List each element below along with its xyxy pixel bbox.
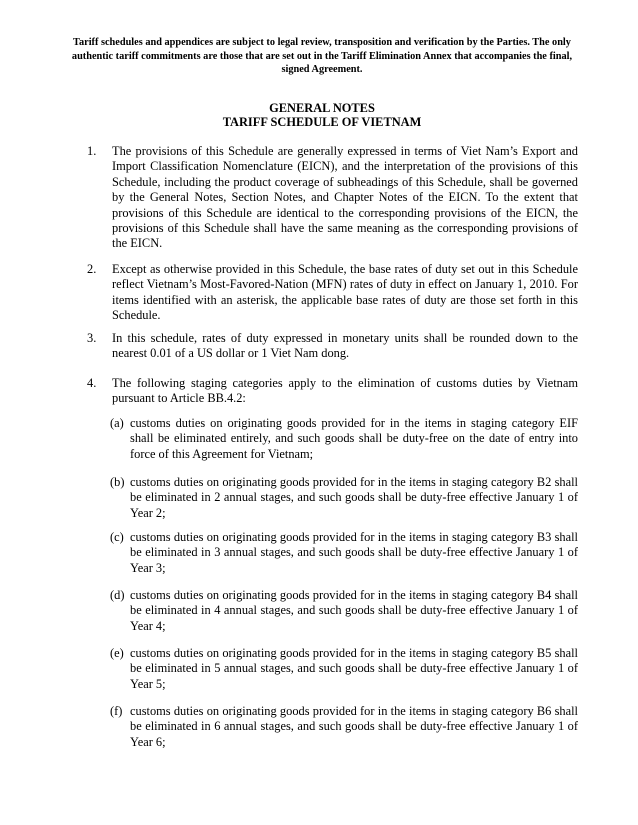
subitem-label: (f) <box>110 704 123 718</box>
note-text: The following staging categories apply to the elimination of customs duties by Vietnam pursuant to Article BB.4.2: <box>112 376 578 406</box>
subitem-text: customs duties on originating goods provided for in the items in staging category B6 shall be eliminated in 6 annual stages, and such goods shall be duty-free effective January 1 of Year 6; <box>130 704 578 749</box>
subitem-text: customs duties on originating goods provided for in the items in staging category B2 shall be eliminated in 2 annual stages, and such goods shall be duty-free effective January 1 of Year 2; <box>130 475 578 520</box>
general-note-4 <box>87 376 578 407</box>
general-note-2 <box>87 262 578 324</box>
note-text: The provisions of this Schedule are generally expressed in terms of Viet Nam’s Export and Import Classification Nomenclature (EICN), and the interpretation of the provisions of this Schedule, including the product coverage of subheadings of this Schedule, shall be governed by the General Notes, Section Notes, and Chapter Notes of the EICN. To the extent that provisions of this Schedule are identical to the corresponding provisions of the EICN, the provisions of this Schedule shall have the same meaning as the corresponding provisions of the EICN. <box>112 144 578 251</box>
note-number: 3. <box>87 331 97 345</box>
general-note-1 <box>87 144 578 252</box>
subitem-text: customs duties on originating goods provided for in the items in staging category EIF shall be eliminated entirely, and such goods shall be duty-free on the date of entry into force of this Agreement for Vietnam; <box>130 416 578 461</box>
disclaimer-notice: Tariff schedules and appendices are subject to legal review, transposition and verification by the Parties. The only authentic tariff commitments are those that are set out in the Tariff Elimination Annex that accompanies the final, signed Agreement. <box>71 37 573 75</box>
title-tariff-schedule: TARIFF SCHEDULE OF VIETNAM <box>222 115 422 129</box>
staging-category-c <box>110 530 578 576</box>
subitem-label: (a) <box>110 416 124 430</box>
staging-category-d <box>110 588 578 634</box>
subitem-text: customs duties on originating goods provided for in the items in staging category B5 shall be eliminated in 5 annual stages, and such goods shall be duty-free effective January 1 of Year 5; <box>130 646 578 691</box>
staging-category-e <box>110 646 578 692</box>
subitem-label: (d) <box>110 588 125 602</box>
subitem-text: customs duties on originating goods provided for in the items in staging category B4 shall be eliminated in 4 annual stages, and such goods shall be duty-free effective January 1 of Year 4; <box>130 588 578 633</box>
subitem-label: (e) <box>110 646 124 660</box>
note-number: 1. <box>87 144 97 158</box>
title-general-notes: GENERAL NOTES <box>269 101 375 115</box>
subitem-label: (c) <box>110 530 124 544</box>
staging-category-a <box>110 416 578 462</box>
staging-category-b <box>110 475 578 521</box>
subitem-text: customs duties on originating goods provided for in the items in staging category B3 shall be eliminated in 3 annual stages, and such goods shall be duty-free effective January 1 of Year 3; <box>130 530 578 575</box>
note-number: 2. <box>87 262 97 276</box>
note-text: Except as otherwise provided in this Schedule, the base rates of duty set out in this Schedule reflect Vietnam’s Most-Favored-Nation (MFN) rates of duty in effect on January 1, 2010. For items identified with an asterisk, the applicable base rates of duty are those set forth in this Schedule. <box>112 262 578 323</box>
general-note-3 <box>87 331 578 362</box>
note-number: 4. <box>87 376 97 390</box>
note-text: In this schedule, rates of duty expressed in monetary units shall be rounded down to the nearest 0.01 of a US dollar or 1 Viet Nam dong. <box>112 331 578 361</box>
staging-category-f <box>110 704 578 750</box>
subitem-label: (b) <box>110 475 125 489</box>
